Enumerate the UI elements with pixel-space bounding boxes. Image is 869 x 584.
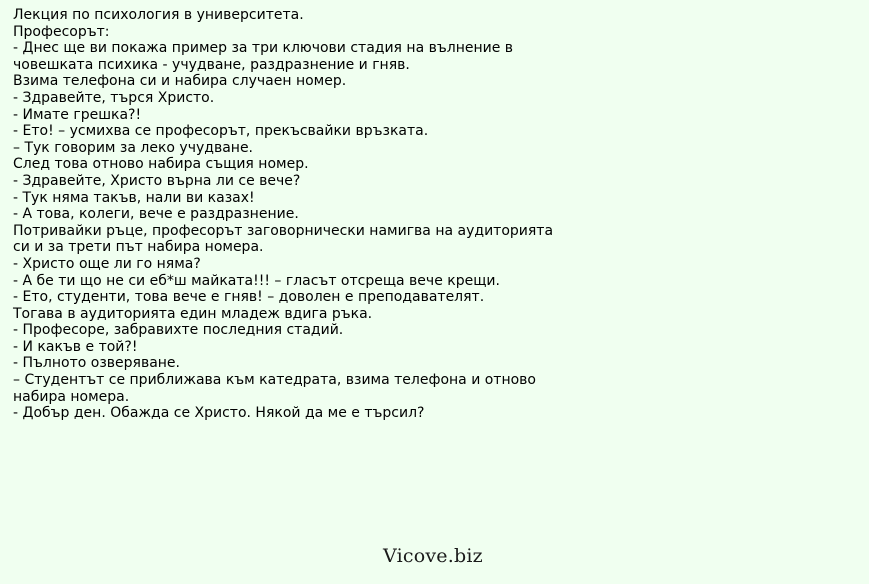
joke-line: - Добър ден. Обажда се Христо. Някой да ме е търсил? — [13, 405, 425, 422]
joke-line: - А това, колеги, вече е раздразнение. — [13, 206, 299, 223]
joke-line: - Здравейте, Христо върна ли се вече? — [13, 172, 301, 189]
site-watermark: Vicove.biz — [383, 545, 483, 567]
joke-line: - Професоре, забравихте последния стадий. — [13, 322, 344, 339]
joke-line: – Студентът се приближава към катедрата, взима телефона и отново набира номера. — [13, 372, 536, 405]
joke-line: Професорът: — [13, 23, 110, 40]
joke-line: - Имате грешка?! — [13, 106, 142, 123]
joke-line: - Пълното озверяване. — [13, 355, 180, 372]
joke-line: - Тук няма такъв, нали ви казах! — [13, 189, 255, 206]
joke-line: Потривайки ръце, професорът заговорнически намигва на аудиторията си и за трети път набира номера. — [13, 222, 554, 256]
joke-line: - Ето, студенти, това вече е гняв! – доволен е преподавателят. — [13, 289, 485, 306]
joke-line: - Днес ще ви покажа пример за три ключови стадия на вълнение в човешката психика - учудване, раздразнение и гняв. — [13, 40, 514, 73]
joke-line: - И какъв е той?! — [13, 338, 138, 355]
joke-line: Лекция по психология в университета. — [13, 7, 304, 23]
joke-line: След това отново набира същия номер. — [13, 156, 309, 173]
joke-line: – Тук говорим за леко учудване. — [13, 139, 254, 156]
joke-line: - Здравейте, търся Христо. — [13, 89, 215, 106]
joke-line: Взима телефона си и набира случаен номер. — [13, 73, 347, 90]
joke-line: - А бе ти що не си еб*ш майката!!! – гласът отсреща вече крещи. — [13, 272, 500, 289]
joke-text — [13, 7, 573, 422]
joke-line: - Ето! – усмихва се професорът, прекъсвайки връзката. — [13, 123, 429, 140]
joke-line: - Христо още ли го няма? — [13, 255, 201, 272]
joke-line: Тогава в аудиторията един младеж вдига ръка. — [13, 305, 373, 322]
